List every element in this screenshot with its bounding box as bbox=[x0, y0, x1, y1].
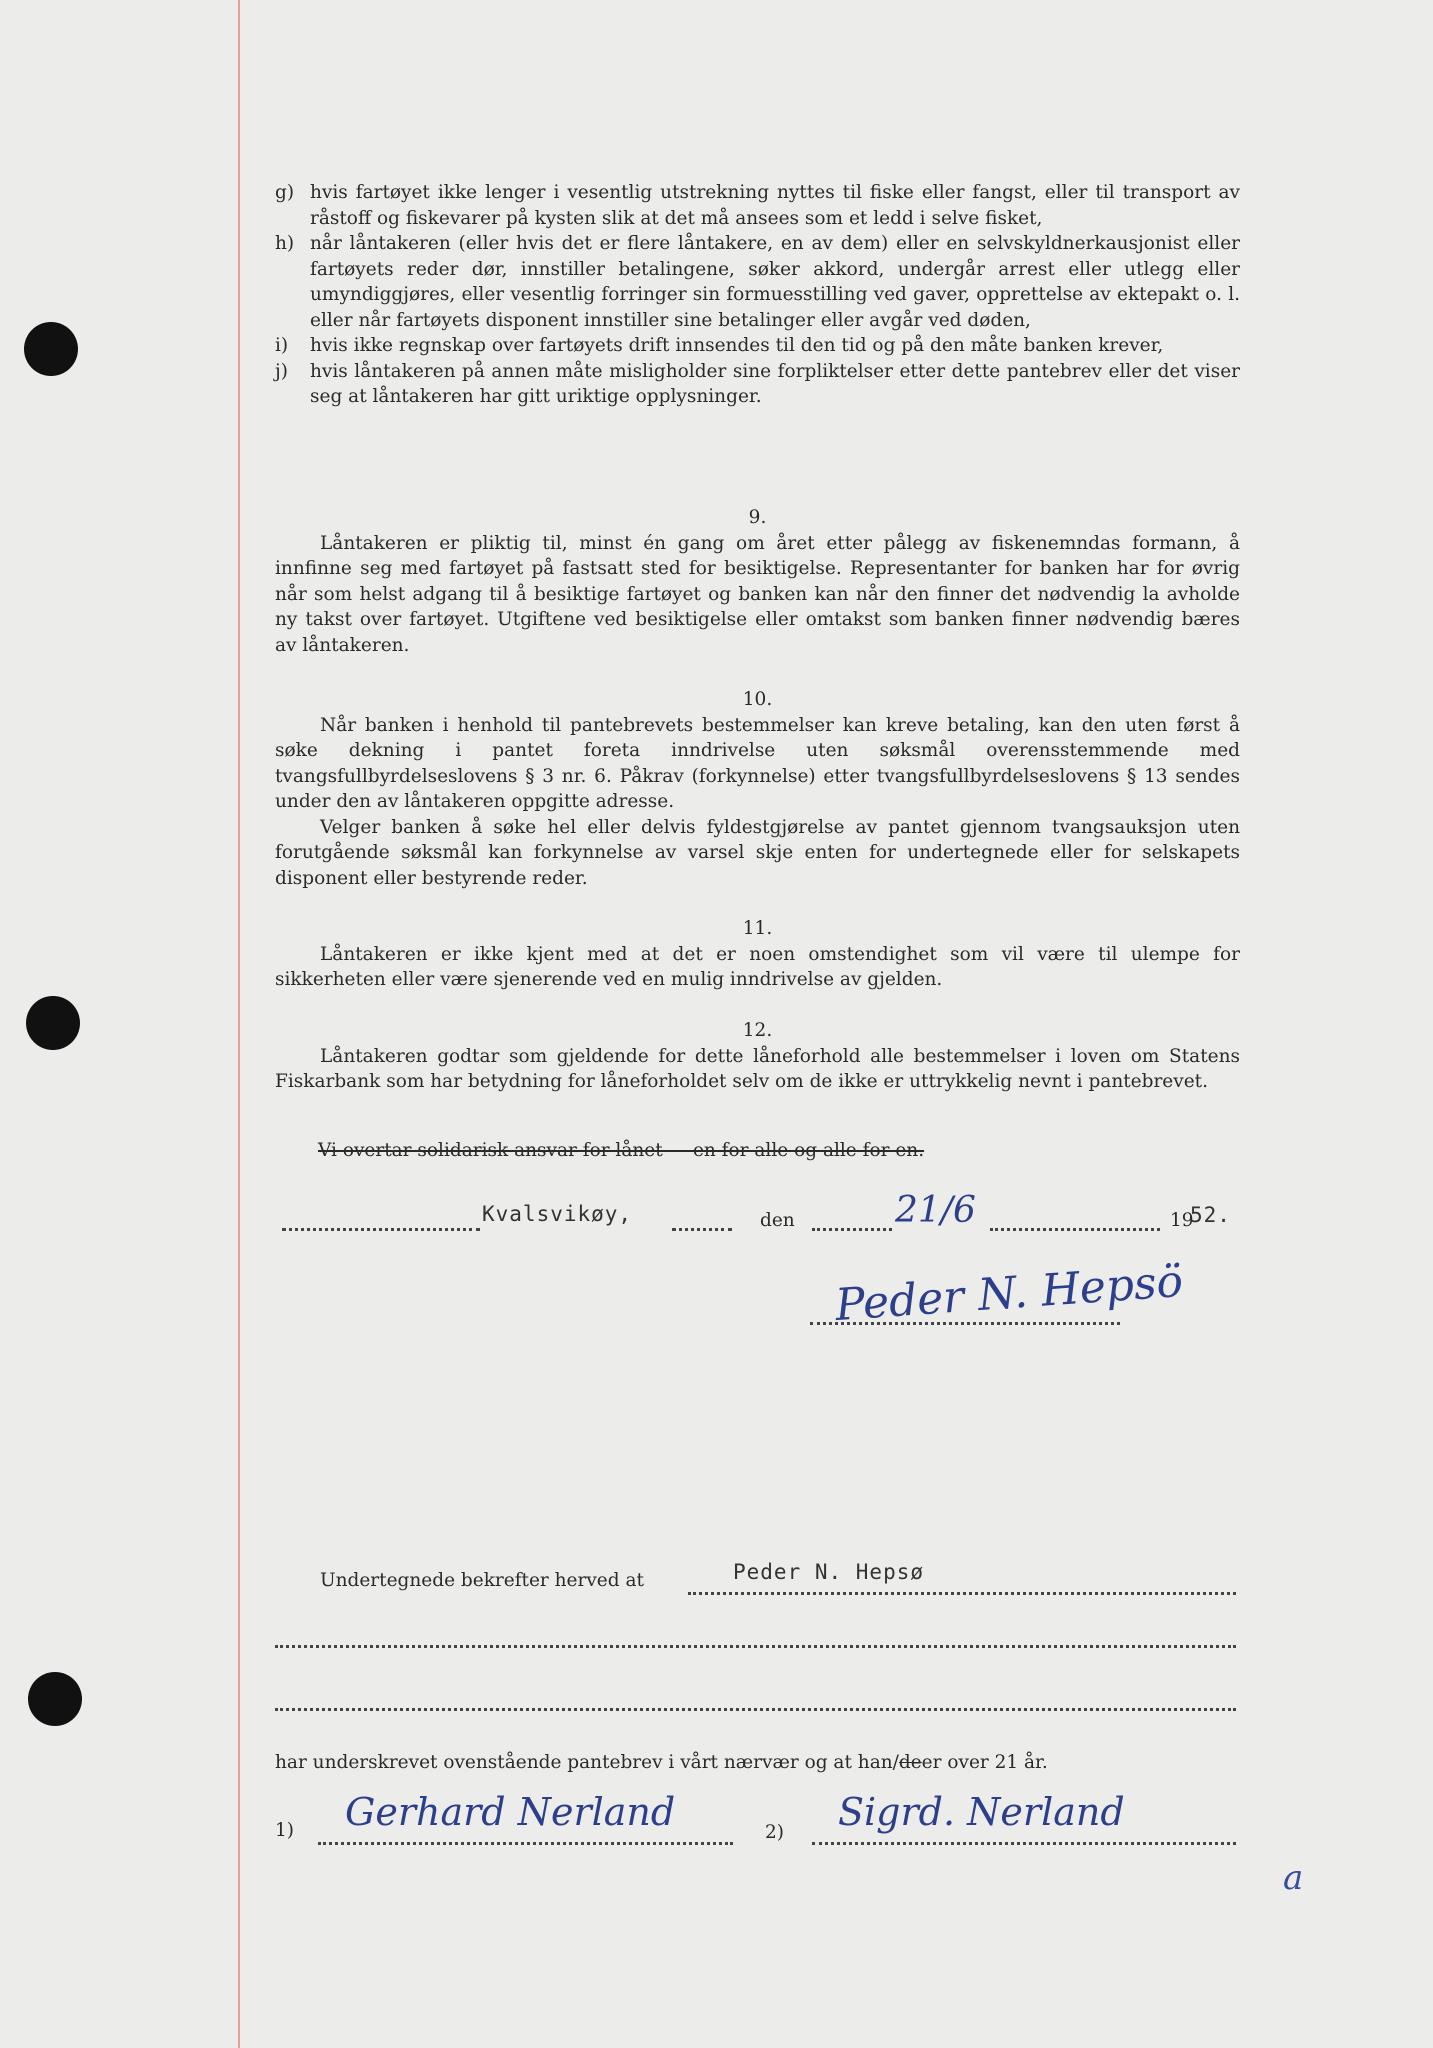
struck-plural: de bbox=[898, 1752, 922, 1773]
clause-text: hvis låntakeren på annen måte misligholder sine forpliktelser etter dette pantebrev eller det viser seg at låntakeren har gitt uriktige opplysninger. bbox=[310, 360, 1240, 407]
section-text: Når banken i henhold til pantebrevets bestemmelser kan kreve betaling, kan den uten først å søke dekning i pantet foreta inndrivelse uten søksmål overensstemmende med tvangsfullbyrdelseslovens § 3 nr. 6. Påkrav (forkynnelse) etter tvangsfullbyrdelseslovens § 13 sendes under den av låntakeren oppgitte adresse. bbox=[275, 714, 1240, 812]
dotted-line bbox=[318, 1842, 733, 1845]
clause-list bbox=[275, 180, 1240, 410]
clause-text: når låntakeren (eller hvis det er flere låntakere, en av dem) eller en selvskyldnerkausjonist eller fartøyets reder dør, innstiller betalingene, søker akkord, undergår arrest eller utlegg eller umyndiggjøres, eller vesentlig forringer sin formuesstilling ved gaver, opprettelse av ektepakt o. l. eller når fartøyets disponent innstiller sine betalinger eller avgår ved døden, bbox=[310, 233, 1240, 331]
dotted-line bbox=[672, 1228, 732, 1231]
year-prefix: 19 bbox=[1170, 1210, 1194, 1231]
witness-1-signature: Gerhard Nerland bbox=[345, 1790, 676, 1834]
section-text: Låntakeren godtar som gjeldende for dette låneforhold alle bestemmelser i loven om Statens Fiskarbank som har betydning for låneforholdet selv om de ikke er uttrykkelig nevnt i pantebrevet. bbox=[275, 1045, 1240, 1092]
section-10 bbox=[275, 687, 1240, 891]
clause-g bbox=[275, 180, 1240, 231]
place-value: Kvalsvikøy, bbox=[482, 1202, 633, 1226]
dotted-line bbox=[990, 1228, 1160, 1231]
year-value: 52. bbox=[1190, 1203, 1231, 1227]
punch-hole bbox=[26, 996, 80, 1050]
dotted-line bbox=[275, 1645, 1236, 1648]
clause-label: h) bbox=[275, 233, 295, 254]
section-12 bbox=[275, 1018, 1240, 1095]
confirmed-name: Peder N. Hepsø bbox=[733, 1560, 925, 1584]
corner-initial-mark: a bbox=[1283, 1858, 1304, 1898]
clause-label: j) bbox=[275, 360, 288, 382]
confirmation-prefix: Undertegnede bekrefter herved at bbox=[320, 1570, 644, 1591]
dotted-line bbox=[688, 1592, 1236, 1595]
section-number: 11. bbox=[742, 918, 773, 939]
punch-hole bbox=[28, 1672, 82, 1726]
clause-text: hvis ikke regnskap over fartøyets drift innsendes til den tid og på den måte banken krever, bbox=[310, 335, 1164, 356]
clause-h bbox=[275, 231, 1240, 333]
struck-tail: er bbox=[921, 1752, 942, 1773]
section-11 bbox=[275, 916, 1240, 993]
clause-label: g) bbox=[275, 182, 295, 203]
struck-text: Vi overtar solidarisk ansvar for lånet — en for alle og alle for en. bbox=[318, 1140, 925, 1161]
section-text: Låntakeren er pliktig til, minst én gang om året etter pålegg av fiskenemndas formann, å innfinne seg med fartøyet på fastsatt sted for besiktigelse. Representanter for banken har for øvrig når som helst adgang til å besiktige fartøyet og banken kan når den finner det nødvendig la avholde ny takst over fartøyet. Utgiftene ved besiktigelse eller omtakst som banken finner nødvendig bæres av låntakeren. bbox=[275, 532, 1240, 656]
clause-text: hvis fartøyet ikke lenger i vesentlig utstrekning nyttes til fiske eller fangst, eller til transport av råstoff og fiskevarer på kysten slik at det må ansees som et ledd i selve fisket, bbox=[310, 182, 1240, 229]
dotted-line bbox=[812, 1842, 1236, 1845]
borrower-signature: Peder N. Hepsö bbox=[833, 1255, 1185, 1332]
section-9 bbox=[275, 505, 1240, 658]
red-margin-line bbox=[238, 0, 240, 2048]
dotted-line bbox=[282, 1228, 480, 1231]
confirmation-statement bbox=[275, 1752, 1048, 1773]
section-number: 12. bbox=[742, 1020, 773, 1041]
clause-j bbox=[275, 359, 1240, 410]
clause-i bbox=[275, 333, 1240, 359]
dotted-line bbox=[275, 1708, 1236, 1711]
confirmation-end: over 21 år. bbox=[941, 1752, 1048, 1773]
date-value: 21/6 bbox=[895, 1190, 976, 1231]
punch-hole bbox=[24, 322, 78, 376]
section-number: 9. bbox=[748, 507, 767, 528]
section-number: 10. bbox=[742, 689, 773, 710]
clause-label: i) bbox=[275, 335, 289, 356]
witness-2-label: 2) bbox=[765, 1822, 784, 1843]
dotted-line bbox=[812, 1228, 892, 1231]
confirmation-suffix: har underskrevet ovenstående pantebrev i vårt nærvær og at han/ bbox=[275, 1752, 899, 1773]
struck-solidarity-line bbox=[318, 1140, 924, 1161]
section-text: Velger banken å søke hel eller delvis fyldestgjørelse av pantet gjennom tvangsauksjon uten forutgående søksmål kan forkynnelse av varsel skje enten for undertegnede eller for selskapets disponent eller bestyrende reder. bbox=[275, 816, 1240, 889]
witness-2-signature: Sigrd. Nerland bbox=[838, 1790, 1125, 1834]
section-text: Låntakeren er ikke kjent med at det er noen omstendighet som vil være til ulempe for sikkerheten eller være sjenerende ved en mulig inndrivelse av gjelden. bbox=[275, 943, 1240, 990]
den-label: den bbox=[760, 1210, 795, 1231]
witness-1-label: 1) bbox=[275, 1820, 294, 1841]
